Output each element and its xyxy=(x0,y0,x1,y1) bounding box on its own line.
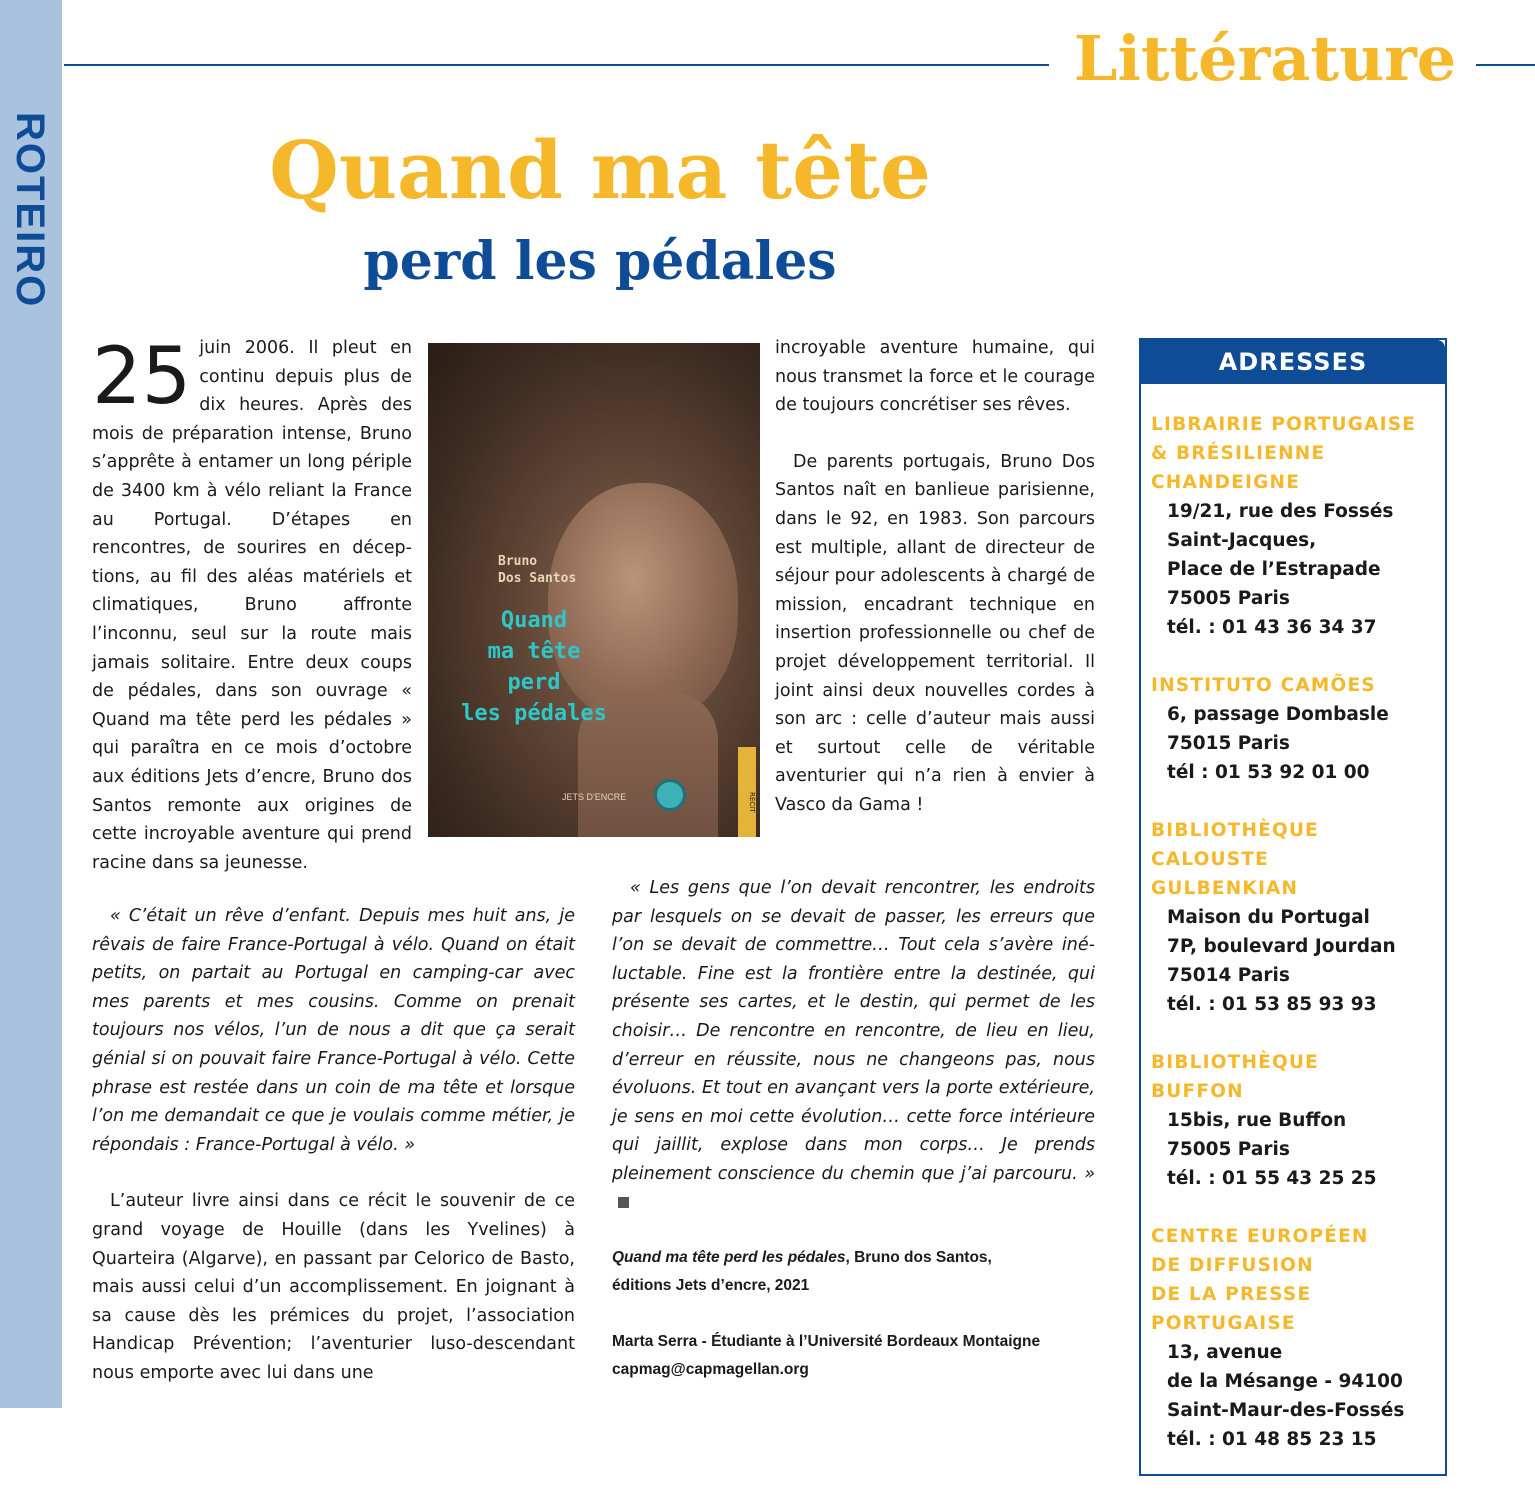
address-line: 75005 Paris xyxy=(1167,588,1290,609)
intro-paragraph: juin 2006. Il pleut en continu depuis plus de dix heures. Après des mois de préparation intense, Bruno s’apprête à entamer un long périple de 3400 km à vélo reliant la France au Portugal. D’étapes en rencontres, de sourires en déceptions, au fil des aléas matériels et climatiques, Bruno affronte l’inconnu, seul sur la route mais jamais solitaire. Entre deux coups de pédales, dans son ouvrage « Quand ma tête perd les pédales » qui paraîtra en ce mois d’octobre aux éditions Jets d’encre, Bruno dos Santos remonte aux origines de cette incroyable aventure qui prend racine dans sa jeunesse. xyxy=(92,338,412,873)
address-item xyxy=(1151,1048,1441,1193)
address-name: GULBENKIAN xyxy=(1151,878,1299,899)
cover-author: Bruno Dos Santos xyxy=(498,554,577,586)
book-reference-author: , Bruno dos Santos, xyxy=(845,1249,992,1266)
cover-publisher-logo: JETS D'ENCRE xyxy=(562,792,627,802)
headline-sub: perd les pédales xyxy=(363,231,837,292)
address-item xyxy=(1151,1222,1441,1454)
address-name: LIBRAIRIE PORTUGAISE xyxy=(1151,414,1417,435)
book-reference-edition: éditions Jets d’encre, 2021 xyxy=(612,1277,810,1294)
article-column-1 xyxy=(92,334,412,877)
address-item xyxy=(1151,671,1441,787)
cover-title: Quand ma tête perd les pédales xyxy=(461,608,607,726)
quote-destiny: « Les gens que l’on devait rencontrer, les endroits par lesquels on se devait de passer, les erreurs que l’on se devait de commettre… Tout cela s’avère inéluctable. Fine est la frontière entre la destinée, qui présente ses cartes, et le destin, qui permet de les choisir… De rencontre en rencontre, de lieu en lieu, d’erreur en réussite, nous ne changeons pas, nous évoluons. Et tout en avançant vers la porte extérieure, je sens en moi cette évolution… cette force intérieure qui jaillit, explose dans mon corps… Je prends pleinement conscience du chemin que j’ai parcouru. » xyxy=(612,874,1095,1217)
drop-cap: 25 xyxy=(92,332,192,422)
paragraph-journey: L’auteur livre ainsi dans ce récit le souvenir de ce grand voyage de Houille (dans les Yvelines) à Quarteira (Algarve), en passant par Celorico de Basto, mais aussi celui d’un accomplissement. En joignant à sa cause dès les prémices du projet, l’association Handicap Prévention; l’aventurier luso-descendant nous emporte avec lui dans une xyxy=(92,1191,575,1383)
article-credits xyxy=(612,1244,1092,1412)
address-line: Place de l’Estrapade xyxy=(1167,559,1381,580)
header-rule-left xyxy=(64,64,1049,66)
pendant-icon xyxy=(654,779,686,811)
address-name: BIBLIOTHÈQUE xyxy=(1151,1052,1320,1073)
address-phone: tél. : 01 53 85 93 93 xyxy=(1167,994,1377,1015)
address-line: 75005 Paris xyxy=(1167,1139,1290,1160)
address-line: 19/21, rue des Fossés xyxy=(1167,501,1394,522)
paragraph-biography: De parents portugais, Bruno Dos Santos naît en banlieue parisienne, dans le 92, en 1983. Son parcours est multiple, allant de directeur de séjour pour adolescents à chargé de mission, encadrant technique en insertion professionnelle ou chef de projet développement territorial. Il joint ainsi deux nouvelles cordes à son arc : celle d’auteur mais aussi et surtout celle de véritable aventurier qui n’a rien à envier à Vasco da Gama ! xyxy=(775,451,1095,815)
cover-genre-tag: RÉCIT xyxy=(738,747,756,837)
address-name: CHANDEIGNE xyxy=(1151,472,1301,493)
book-reference-title: Quand ma tête perd les pédales xyxy=(612,1249,846,1266)
address-name: BUFFON xyxy=(1151,1081,1244,1102)
address-name: INSTITUTO CAMÕES xyxy=(1151,675,1376,696)
address-line: 13, avenue xyxy=(1167,1342,1283,1363)
address-name: & BRÉSILIENNE xyxy=(1151,443,1326,464)
address-name: CENTRE EUROPÉEN xyxy=(1151,1226,1369,1247)
header-rule-right xyxy=(1476,64,1535,66)
address-name: DE DIFFUSION xyxy=(1151,1255,1314,1276)
address-line: 75015 Paris xyxy=(1167,733,1290,754)
quote-childhood-dream: « C’était un rêve d’enfant. Depuis mes huit ans, je rêvais de faire France-Portugal à vélo. Quand on était petits, on partait au Portugal en camping-car avec mes parents et mes cousins. Comme on prenait toujours nos vélos, l’un de nous a dit que ça serait génial si on pouvait faire France-Portugal à vélo. Cette phrase est restée dans un coin de ma tête et lorsque l’on me demandait ce que je voulais comme métier, je répondais : France-Portugal à vélo. » xyxy=(92,906,575,1155)
headline-main: Quand ma tête xyxy=(269,123,931,217)
article-column-4 xyxy=(612,874,1095,1217)
contact-email[interactable]: capmag@capmagellan.org xyxy=(612,1361,809,1378)
address-phone: tél. : 01 55 43 25 25 xyxy=(1167,1168,1377,1189)
address-line: 6, passage Dombasle xyxy=(1167,704,1389,725)
book-cover-image xyxy=(428,343,760,837)
end-mark-icon xyxy=(618,1197,629,1208)
side-band-label: ROTEIRO xyxy=(8,112,52,309)
address-line: Maison du Portugal xyxy=(1167,907,1370,928)
address-phone: tél. : 01 48 85 23 15 xyxy=(1167,1429,1377,1450)
address-line: 7P, boulevard Jourdan xyxy=(1167,936,1396,957)
author-signature xyxy=(612,1328,1092,1384)
paragraph-continuation: incroyable aventure humaine, qui nous transmet la force et le courage de toujours concrétiser ses rêves. xyxy=(775,338,1095,416)
address-line: Saint-Maur-des-Fossés xyxy=(1167,1400,1405,1421)
address-line: 75014 Paris xyxy=(1167,965,1290,986)
book-reference xyxy=(612,1244,1092,1300)
article-column-3 xyxy=(92,902,575,1388)
address-phone: tél. : 01 43 36 34 37 xyxy=(1167,617,1377,638)
address-phone: tél : 01 53 92 01 00 xyxy=(1167,762,1370,783)
addresses-box xyxy=(1139,338,1447,1476)
address-item xyxy=(1151,816,1441,1019)
article-column-2 xyxy=(775,334,1095,820)
address-item xyxy=(1151,410,1441,642)
address-name: PORTUGAISE xyxy=(1151,1313,1296,1334)
address-name: DE LA PRESSE xyxy=(1151,1284,1312,1305)
address-name: CALOUSTE xyxy=(1151,849,1269,870)
writer-name: Marta Serra - Étudiante à l’Université Bordeaux Montaigne xyxy=(612,1333,1041,1350)
address-line: 15bis, rue Buffon xyxy=(1167,1110,1347,1131)
address-name: BIBLIOTHÈQUE xyxy=(1151,820,1320,841)
address-line: Saint-Jacques, xyxy=(1167,530,1317,551)
section-title: Littérature xyxy=(1073,22,1457,95)
addresses-header: ADRESSES xyxy=(1141,340,1445,384)
address-line: de la Mésange - 94100 xyxy=(1167,1371,1403,1392)
addresses-list xyxy=(1151,410,1441,1483)
